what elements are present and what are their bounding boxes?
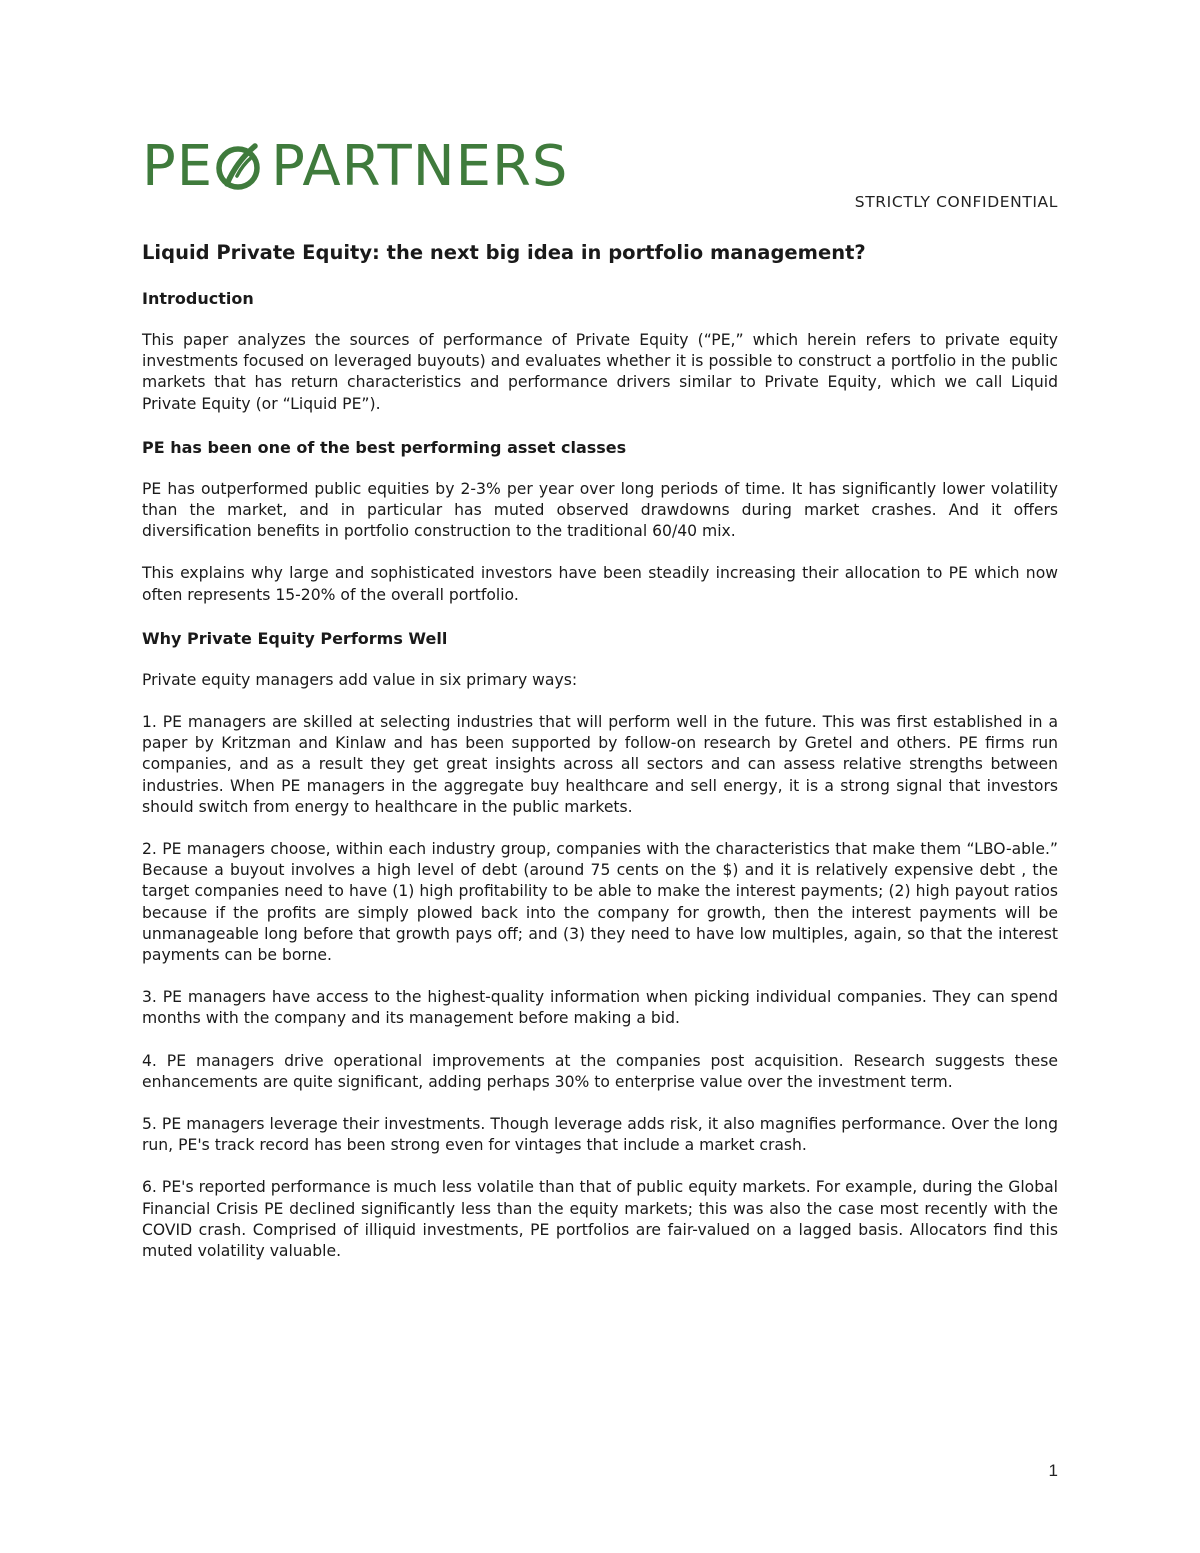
paragraph-outperformance: PE has outperformed public equities by 2-3% per year over long periods of time. It has significantly lower volatility than the market, and in particular has muted observed drawdowns during market crashes. And it offers diversification benefits in portfolio construction to the traditional 60/40 mix. [142, 479, 1058, 541]
leaf-slash-icon [215, 140, 261, 194]
page-number: 1 [1048, 1461, 1058, 1480]
list-item-lbo-able: 2. PE managers choose, within each industry group, companies with the characteristics that make them “LBO-able.” Because a buyout involves a high level of debt (around 75 cents on the $) and it is relatively expensive debt , the target companies need to have (1) high profitability to be able to make the interest payments; (2) high payout ratios because if the profits are simply plowed back into the company for growth, then the interest payments will be unmanageable long before that growth pays off; and (3) they need to have low multiples, again, so that the interest payments can be borne. [142, 840, 1058, 965]
document-body [142, 240, 1058, 1262]
confidentiality-label: STRICTLY CONFIDENTIAL [854, 193, 1058, 211]
section-heading-why-pe: Why Private Equity Performs Well [142, 628, 448, 648]
document-title: Liquid Private Equity: the next big idea in portfolio management? [142, 241, 866, 264]
logo-text-pe: PE [142, 134, 214, 199]
paragraph-allocation: This explains why large and sophisticated investors have been steadily increasing their allocation to PE which now often represents 15-20% of the overall portfolio. [142, 564, 1058, 604]
logo-text-partners: PARTNERS [271, 134, 569, 199]
section-heading-performance: PE has been one of the best performing asset classes [142, 437, 627, 457]
paragraph-introduction: This paper analyzes the sources of performance of Private Equity (“PE,” which herein refers to private equity investments focused on leveraged buyouts) and evaluates whether it is possible to construct a portfolio in the public markets that has return characteristics and performance drivers similar to Private Equity, which we call Liquid Private Equity (or “Liquid PE”). [142, 331, 1058, 413]
section-heading-introduction: Introduction [142, 289, 254, 308]
list-item-information: 3. PE managers have access to the highest-quality information when picking individual companies. They can spend months with the company and its management before making a bid. [142, 988, 1058, 1028]
list-item-leverage: 5. PE managers leverage their investments. Though leverage adds risk, it also magnifies performance. Over the long run, PE's track record has been strong even for vintages that include a market crash. [142, 1115, 1058, 1155]
paragraph-six-ways: Private equity managers add value in six primary ways: [142, 670, 578, 689]
list-item-operational-improvements: 4. PE managers drive operational improvements at the companies post acquisition. Research suggests these enhancements are quite significant, adding perhaps 30% to enterprise value over the investment term. [142, 1051, 1058, 1091]
list-item-volatility: 6. PE's reported performance is much less volatile than that of public equity markets. For example, during the Global Financial Crisis PE declined significantly less than the equity markets; this was also the case most recently with the COVID crash. Comprised of illiquid investments, PE portfolios are fair-valued on a lagged basis. Allocators find this muted volatility valuable. [142, 1178, 1058, 1261]
list-item-industry-selection: 1. PE managers are skilled at selecting industries that will perform well in the future. This was first established in a paper by Kritzman and Kinlaw and has been supported by follow-on research by Gretel and others. PE firms run companies, and as a result they get great insights across all sectors and can assess relative strengths between industries. When PE managers in the aggregate buy healthcare and sell energy, it is a strong signal that investors should switch from energy to healthcare in the public markets. [142, 713, 1058, 816]
pe-partners-logo [142, 134, 569, 199]
